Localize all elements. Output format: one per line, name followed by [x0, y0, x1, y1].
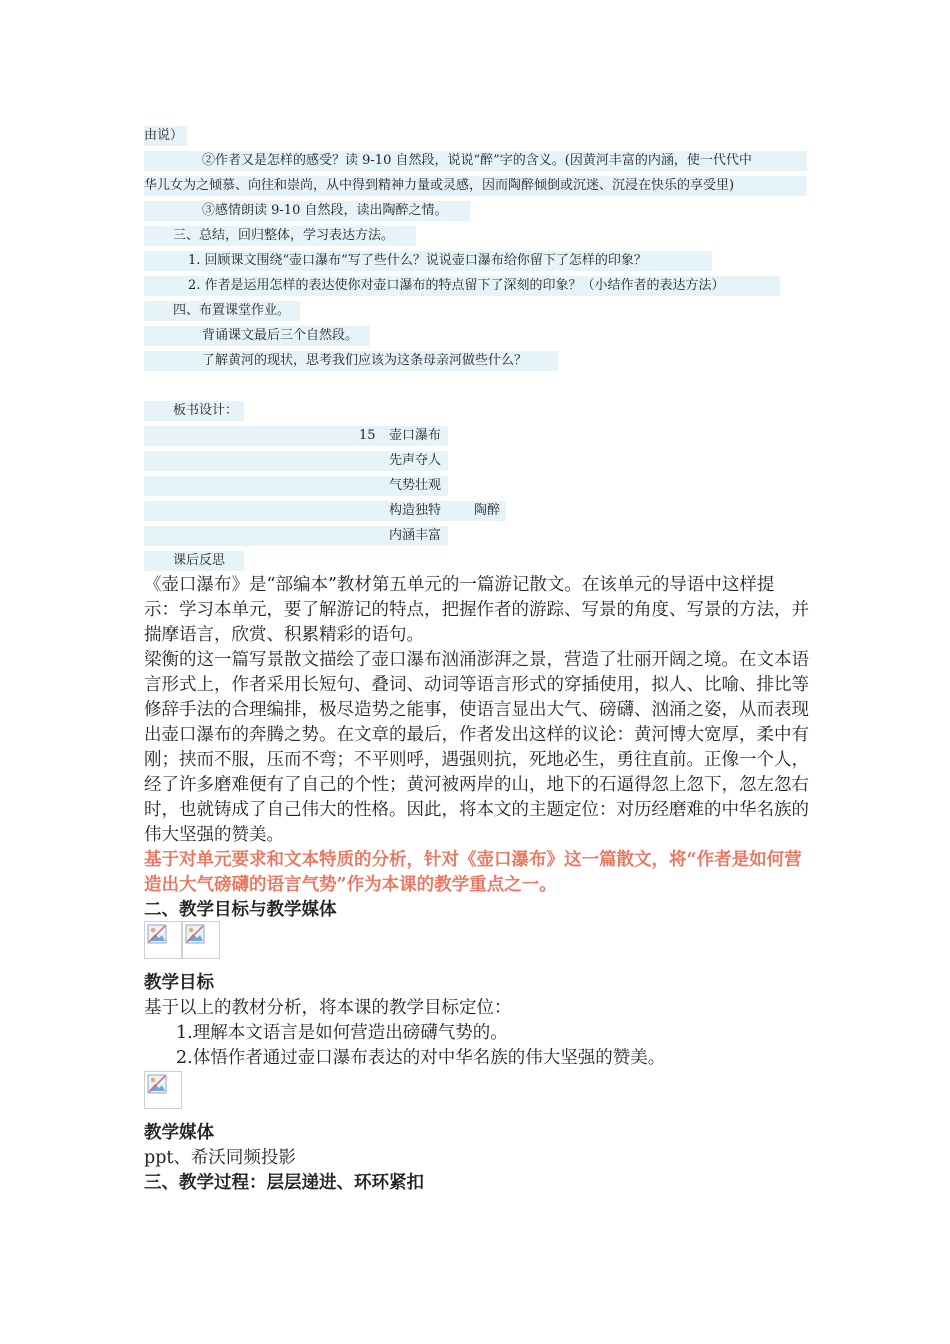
media-heading: 教学媒体 — [144, 1123, 214, 1143]
lesson-line: 华儿女为之倾慕、向往和崇尚，从中得到精神力量或灵感，因而陶醉倾倒或沉迷、沉浸在快乐的享受里) — [144, 176, 807, 196]
essay-paragraph-2: 梁衡的这一篇写景散文描绘了壶口瀑布汹涌澎湃之景，营造了壮丽开阔之境。在文本语言形式上，作者采用长短句、叠词、动词等语言形式的穿插使用，拟人、比喻、排比等修辞手法的合理编排，极尽造势之能事，使语言显出大气、磅礴、汹涌之姿，从而表现出壶口瀑布的奔腾之势。在文章的最后，作者发出这样的议论：黄河博大宽厚，柔中有刚；挟而不服，压而不弯；不平则呼，遇强则抗，死地必生，勇往直前。正像一个人，经了许多磨难便有了自己的个性；黄河被两岸的山，地下的石逼得忽上忽下，忽左忽右时，也就铸成了自己伟大的性格。因此，将本文的主题定位：对历经磨难的中华名族的伟大坚强的赞美。 — [144, 650, 809, 845]
reflection-label: 课后反思 — [144, 551, 244, 571]
lesson-line: 由说） — [144, 126, 188, 146]
goals-heading: 教学目标 — [144, 973, 214, 993]
section-heading-process: 三、教学过程：层层递进、环环紧扣 — [144, 1173, 424, 1193]
goals-intro: 基于以上的教材分析，将本课的教学目标定位： — [144, 998, 512, 1018]
goal-item: 2.体悟作者通过壶口瀑布表达的对中华名族的伟大坚强的赞美。 — [176, 1048, 666, 1068]
broken-image-icon — [147, 924, 167, 944]
lesson-line: 三、总结，回归整体，学习表达方法。 — [144, 226, 416, 246]
broken-image-icon — [144, 921, 182, 959]
essay-paragraph-1: 《壶口瀑布》是“部编本”教材第五单元的一篇游记散文。在该单元的导语中这样提示：学习本单元，要了解游记的特点，把握作者的游踪、写景的角度、写景的方法，并揣摩语言，欣赏、积累精彩的语句。 — [144, 575, 809, 645]
lesson-line: 背诵课文最后三个自然段。 — [144, 326, 370, 346]
broken-image-icon — [185, 924, 205, 944]
goal-item: 1.理解本文语言是如何营造出磅礴气势的。 — [176, 1023, 508, 1043]
lesson-line: ②作者又是怎样的感受？读 9-10 自然段，说说“醉”字的含义。(因黄河丰富的内涵，使一代代中 — [144, 151, 807, 171]
lesson-line: ③感情朗读 9-10 自然段，读出陶醉之情。 — [144, 201, 470, 221]
media-text: ppt、希沃同频投影 — [144, 1148, 296, 1168]
board-title: 板书设计： — [144, 401, 244, 421]
section-heading-goals-media: 二、教学目标与教学媒体 — [144, 900, 337, 920]
board-line: 先声夺人 — [144, 451, 448, 471]
broken-image-icon — [182, 921, 220, 959]
board-line: 内涵丰富 — [144, 526, 448, 546]
lesson-line: 2. 作者是运用怎样的表达使你对壶口瀑布的特点留下了深刻的印象？（小结作者的表达方法） — [144, 276, 780, 296]
broken-image-icon — [144, 1071, 182, 1109]
lesson-line: 四、布置课堂作业。 — [144, 301, 300, 321]
lesson-line: 了解黄河的现状，思考我们应该为这条母亲河做些什么？ — [144, 351, 558, 371]
board-line: 15 壶口瀑布 — [144, 426, 448, 446]
lesson-line: 1. 回顾课文围绕“壶口瀑布”写了些什么？说说壶口瀑布给你留下了怎样的印象？ — [144, 251, 712, 271]
essay-paragraph-emphasis: 基于对单元要求和文本特质的分析，针对《壶口瀑布》这一篇散文，将“作者是如何营造出大气磅礴的语言气势”作为本课的教学重点之一。 — [144, 850, 802, 895]
board-line: 构造独特 陶醉 — [144, 501, 506, 521]
broken-image-icon — [147, 1074, 167, 1094]
board-line: 气势壮观 — [144, 476, 448, 496]
essay-body — [144, 573, 809, 898]
